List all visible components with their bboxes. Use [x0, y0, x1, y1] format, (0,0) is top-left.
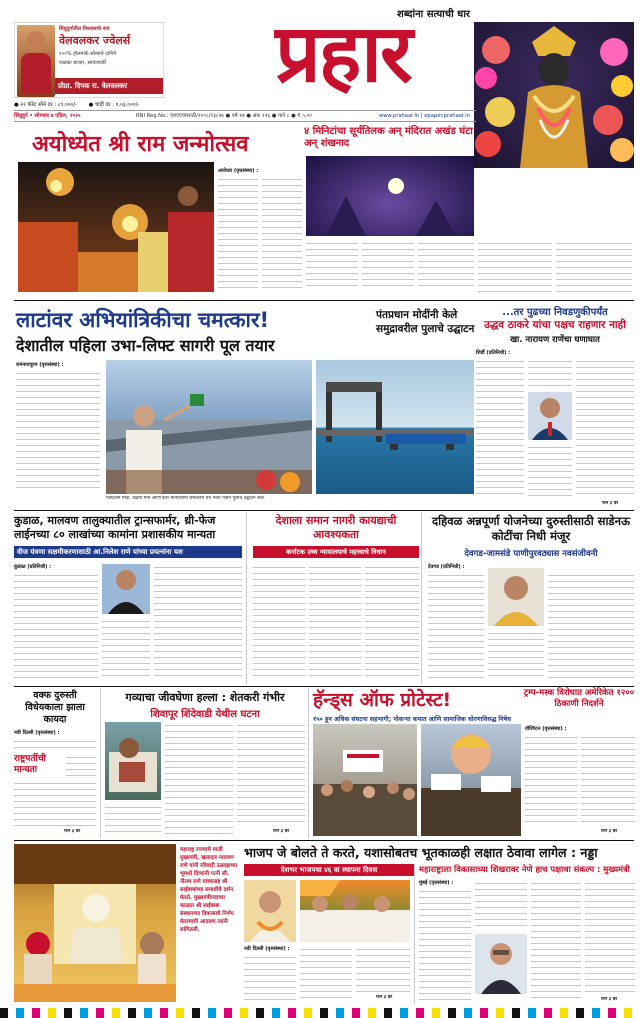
bjp-event-photo [300, 880, 410, 942]
gava-continued[interactable]: पान ३ वर [273, 829, 290, 834]
bjp-continued[interactable]: पान ३ वर [376, 995, 393, 1000]
dateline-bar [14, 110, 476, 122]
divider [14, 840, 634, 841]
jewellers-ad[interactable] [14, 22, 164, 98]
fadnavis-body-col1 [419, 888, 471, 1002]
modi-flag-photo [106, 360, 312, 494]
protest-strap: १५० हून अधिक संघटना सहभागी; नोकऱ्या कपात आणि सामाजिक धोरणाविरुद्ध निषेध [313, 716, 512, 723]
edition-date: सिंधुदुर्ग • सोमवार ७ एप्रिल, २०२५ [14, 113, 81, 119]
issue-meta: RNI Reg.No.: एमएएचमराठी/२००८/२३८२७ ● वर्ष १७ ● अंक १९६ ● पाने ८ ● ₹ ५.०० [136, 113, 312, 119]
gava-story [100, 688, 304, 838]
pamban-bridge-photo [316, 360, 474, 494]
ram-body-col1 [218, 176, 258, 288]
gava-strap: शिवापूर शिंदेवाडी येथील घटना [150, 709, 260, 720]
ram-body-col5 [418, 240, 474, 290]
fadnavis-headline: महाराष्ट्राला विकासाच्या शिखरावर नेणे हाच पक्षाचा संकल्प : मुख्यमंत्री [419, 864, 630, 874]
kudal-story [14, 512, 242, 684]
rates-bar [14, 100, 204, 109]
rane-story [476, 302, 634, 508]
protest-side-head: ट्रम्प-मस्क विरोधात अमेरिकेत १२०० ठिकाणी निदर्शने [523, 688, 635, 709]
fadnavis-byline: मुंबई (वृत्तसंस्था) : [419, 880, 454, 886]
gava-body-col3 [237, 722, 305, 826]
nitesh-rane-photo [488, 568, 544, 626]
rane-strap: खा. नारायण राणेंचा घणाघात [510, 335, 600, 345]
gava-body-col2 [165, 722, 233, 834]
fadnavis-photo [475, 934, 527, 994]
ram-body-col3 [306, 240, 358, 290]
shirdi-feature [14, 842, 240, 1004]
bridge-story [14, 302, 474, 508]
fadnavis-continued[interactable]: पान ३ वर [601, 997, 618, 1002]
gava-body-col1 [105, 804, 161, 836]
waqf-story [14, 688, 96, 838]
fadnavis-body-col4 [585, 880, 635, 994]
kudal-headline: कुडाळ, मालवण तालुक्यातील ट्रान्सफार्मर, थ्री-फेज लाईनच्या ८० लाखांच्या कामांना प्रशासकीय मान्यता [14, 514, 216, 541]
protest-headline: हॅन्ड्स ऑफ प्रोटेस्ट! [313, 689, 452, 711]
nadda-photo [244, 880, 296, 942]
gold-rate: ● २२ कॅरेट सोने दर : ८९,०००/- [14, 102, 77, 108]
dahivale-body-col2 [488, 630, 544, 680]
ucc-story [246, 512, 422, 684]
ucc-headline: देशाला समान नागरी कायद्याची आवश्यकता [275, 514, 397, 541]
rane-portrait [528, 392, 572, 440]
ad-slogan: सिंधुदुर्गातील विश्वासाचे नाव [59, 26, 110, 32]
bjp-body-col2 [300, 946, 352, 1000]
fadnavis-body-col2 [475, 880, 527, 930]
kudal-body-col2 [102, 618, 150, 680]
bridge-side-head: पंतप्रधान मोदींनी केले समुद्रावरील पुलाचे उद्घाटन [376, 309, 475, 335]
protest-body-col2 [581, 734, 635, 826]
silver-rate: ● चांदी दर : १,०३,०००/- [88, 102, 140, 108]
ram-body-col4 [362, 240, 414, 290]
kudal-strap: वीज यंत्रणा सक्षमीकरणासाठी आ.निलेश राणे यांच्या प्रयत्नांना यश [14, 546, 242, 558]
ad-sub: १००% हॉलमार्क सोन्याचे दागिने [59, 51, 117, 57]
rane-byline: शिर्डी (प्रतिनिधी) : [476, 350, 511, 356]
ram-subhead: ४ मिनिटांचा सूर्यतिलक अन् मंदिरात अखंड घंटा अन् शंखनाद [304, 126, 473, 149]
waqf-continued[interactable]: पान ३ वर [64, 829, 81, 834]
ram-headline: अयोध्येत श्री राम जन्मोत्सव [32, 132, 249, 157]
rane-body-col2 [528, 358, 572, 388]
bridge-byline: रामनाथपूरम (वृत्तसंस्था) : [16, 362, 64, 368]
divider [14, 300, 634, 301]
bjp-story [244, 842, 634, 1004]
ad-brand: वेलवलकर ज्वेलर्स [59, 34, 131, 47]
protest-continued[interactable]: पान ३ वर [601, 829, 618, 834]
website[interactable]: www.prahaar.in | epaper.prahaar.in [379, 113, 470, 119]
fadnavis-story [414, 864, 634, 1004]
ram-janmotsav-story [14, 124, 476, 296]
rane-headline-1: ...तर पुढच्या निवडणुकीपर्यंत [502, 307, 608, 318]
dahivale-strap: देवगड-जामसंडे पाणीपुरवठ्यास नवसंजीवनी [464, 549, 598, 559]
rane-body-col4 [576, 358, 634, 498]
bjp-body-col1 [244, 954, 296, 1000]
dahivale-story [428, 512, 634, 684]
shirdi-caption: महाराष्ट्र राज्याचे माजी मुख्यमंत्री, खासदार नारायण राणे यांनी रविवारी उत्साहाच्या भूमध्ये दिव्यांनी पत्नी सौ. नीलम राणे यांच्यासह श्री साईबाबांच्या समाधीचे दर्शन घेतले. मुख्यमंत्रीपदाच्या काळात श्री साईबाबा संस्थानच्या विकासाचे निर्णय घेतल्याची आठवण त्यांनी सांगितली. [180, 847, 238, 933]
protest-crowd-photo-2 [421, 724, 521, 836]
fadnavis-body-col3 [531, 880, 581, 1002]
ad-address: जळका बाजार, सावंतवाडी [59, 60, 106, 66]
print-color-bar [0, 1008, 640, 1018]
paper-tagline: शब्दांना सत्याची धार [397, 9, 470, 20]
protest-byline: वॉशिंग्टन (वृत्तसंस्था) : [525, 726, 567, 732]
protest-crowd-photo-1 [313, 724, 417, 836]
bjp-body-col3 [356, 946, 410, 992]
waqf-headline: वक्फ दुरुस्ती विधेयकाला झाला कायदा [25, 690, 85, 725]
nilesh-rane-photo [102, 564, 150, 614]
waqf-body-1 [14, 738, 96, 752]
bridge-body [16, 370, 100, 492]
bridge-headline-2: देशातील पहिला उभा-लिफ्ट सागरी पूल तयार [16, 336, 275, 355]
paper-title: प्रहार [275, 7, 411, 100]
kudal-body-col1 [14, 572, 98, 680]
masthead [0, 0, 640, 122]
sai-baba-darshan-photo [14, 844, 176, 1002]
aarti-photo [18, 162, 214, 292]
ram-right-col2 [556, 240, 632, 296]
waqf-sub: राष्ट्रपतींची मान्यता [14, 754, 46, 775]
divider [14, 686, 634, 687]
ucc-body-col1 [253, 564, 305, 680]
kudal-byline: कुडाळ (प्रतिनिधी) : [14, 564, 52, 570]
bjp-byline: नवी दिल्ली (वृत्तसंस्था) : [244, 946, 290, 952]
dahivale-headline: दहिवळ अन्नपूर्णा योजनेच्या दुरुस्तीसाठी साडेनऊ कोटींचा निधी मंजूर [432, 514, 630, 543]
ram-body-col2 [262, 176, 302, 288]
protest-body-col1 [525, 734, 577, 826]
dahivale-body-col3 [548, 572, 634, 680]
ad-owner: प्रोप्रा. दिपक रा. वेलवलकर [55, 78, 163, 94]
ucc-body-col2 [309, 564, 361, 680]
waqf-body-2 [66, 754, 96, 778]
rane-body-col1 [476, 358, 524, 498]
rane-headline-2: उद्धव ठाकरे यांचा पक्षच राहणार नाही [484, 319, 626, 331]
rane-body-col3 [528, 444, 572, 498]
ram-byline: अयोध्या (वृत्तसंस्था) : [218, 168, 259, 174]
ad-model-photo [17, 25, 55, 97]
dahivale-body-col1 [428, 572, 484, 680]
waqf-byline: नवी दिल्ली (वृत्तसंस्था) : [14, 730, 60, 736]
waqf-body-3 [14, 780, 96, 826]
dahivale-byline: देवगड (प्रतिनिधी) : [428, 564, 465, 570]
bridge-caption: पंतप्रधान मोदी, केंद्रीय मंत्री आणि इतर मान्यवरांनी रामेश्वरम येथे नव्या पांबन पुलाचे उद्घाटन केले. [106, 496, 266, 501]
bridge-headline-1: लाटांवर अभियांत्रिकीचा चमत्कार! [16, 308, 270, 332]
bjp-headline: भाजप जे बोलते ते करते, यशासोबतच भूतकाळही लक्षात ठेवावा लागेल : नड्डा [244, 845, 598, 860]
injured-farmer-photo [105, 722, 161, 800]
bjp-strap: देशभर भाजपचा ४६ वा स्थापना दिवस [244, 864, 414, 876]
protest-story [308, 688, 634, 838]
gava-headline: गव्याचा जीवघेणा हल्ला : शेतकरी गंभीर [125, 691, 285, 704]
kudal-body-col3 [154, 564, 242, 680]
ram-lalla-photo [474, 22, 634, 168]
rane-continued[interactable]: पान ३ वर [602, 501, 619, 506]
temple-night-photo [306, 156, 474, 236]
ucc-strap: कर्नाटक उच्च न्यायालयाचे महत्त्वाचे विधान [253, 546, 419, 558]
ucc-body-col3 [365, 564, 419, 680]
ram-right-col1 [478, 240, 552, 296]
divider [14, 510, 634, 511]
